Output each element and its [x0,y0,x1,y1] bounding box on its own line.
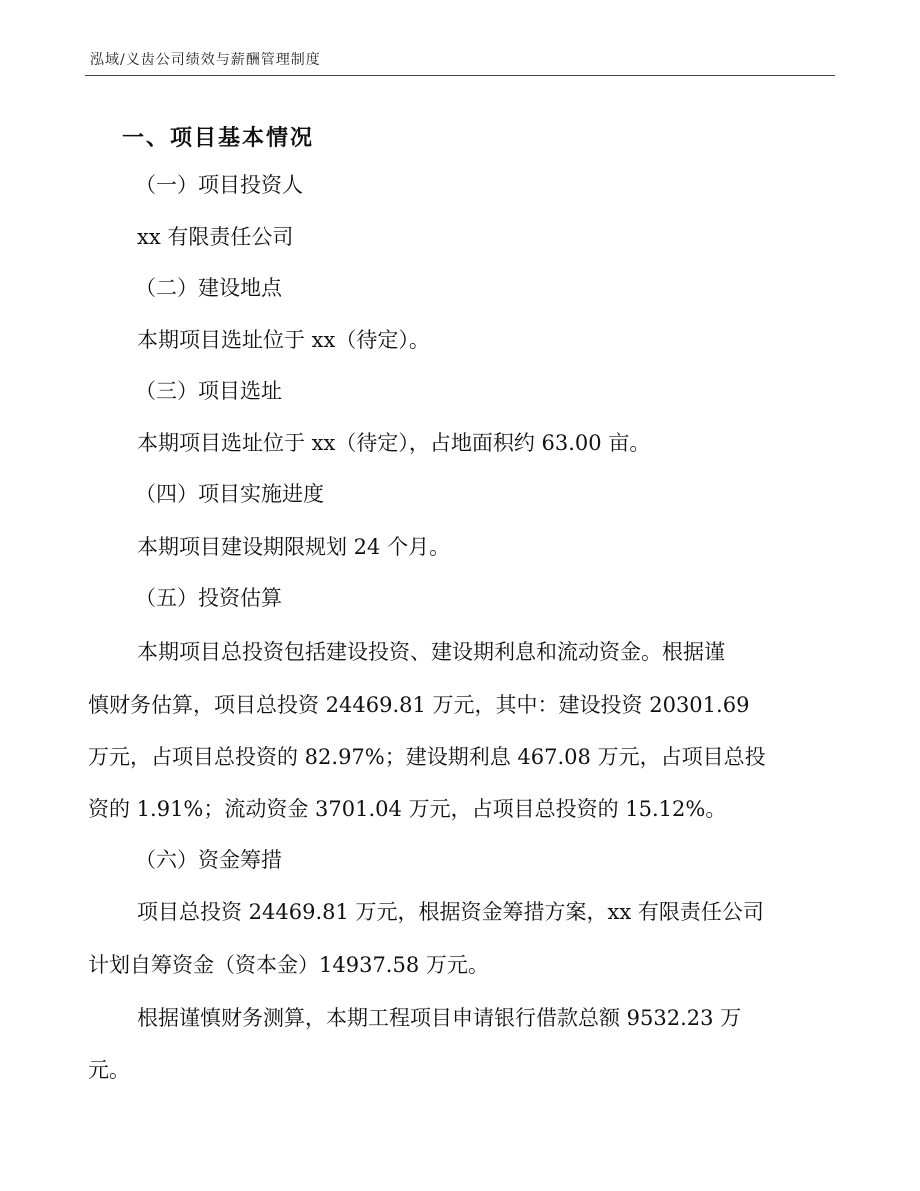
financing-text-line-3: 根据谨慎财务测算，本期工程项目申请银行借款总额 9532.23 万 [137,1006,742,1030]
subsection-heading-investment: （五）投资估算 [135,586,282,610]
subsection-heading-schedule: （四）项目实施进度 [135,482,324,506]
investment-text-line-1: 本期项目总投资包括建设投资、建设期利息和流动资金。根据谨 [137,640,725,664]
subsection-heading-financing: （六）资金筹措 [135,848,282,872]
subsection-heading-investor: （一）项目投资人 [135,173,303,197]
investor-name: xx 有限责任公司 [137,225,294,249]
investment-text-line-3: 万元，占项目总投资的 82.97%；建设期利息 467.08 万元，占项目总投 [88,745,766,769]
site-text: 本期项目选址位于 xx（待定），占地面积约 63.00 亩。 [137,431,651,455]
schedule-text: 本期项目建设期限规划 24 个月。 [137,535,451,559]
location-text: 本期项目选址位于 xx（待定）。 [137,328,430,352]
financing-text-line-1: 项目总投资 24469.81 万元，根据资金筹措方案，xx 有限责任公司 [137,900,764,924]
investment-text-line-4: 资的 1.91%；流动资金 3701.04 万元，占项目总投资的 15.12%。 [88,797,727,821]
running-header: 泓域/义齿公司绩效与薪酬管理制度 [90,52,321,68]
header-rule [85,75,835,76]
subsection-heading-site: （三）项目选址 [135,379,282,403]
financing-text-line-4: 元。 [88,1058,130,1082]
financing-text-line-2: 计划自筹资金（资本金）14937.58 万元。 [88,953,489,977]
section-title: 一、项目基本情况 [122,125,315,151]
subsection-heading-location: （二）建设地点 [135,276,282,300]
investment-text-line-2: 慎财务估算，项目总投资 24469.81 万元，其中：建设投资 20301.69 [88,693,750,717]
